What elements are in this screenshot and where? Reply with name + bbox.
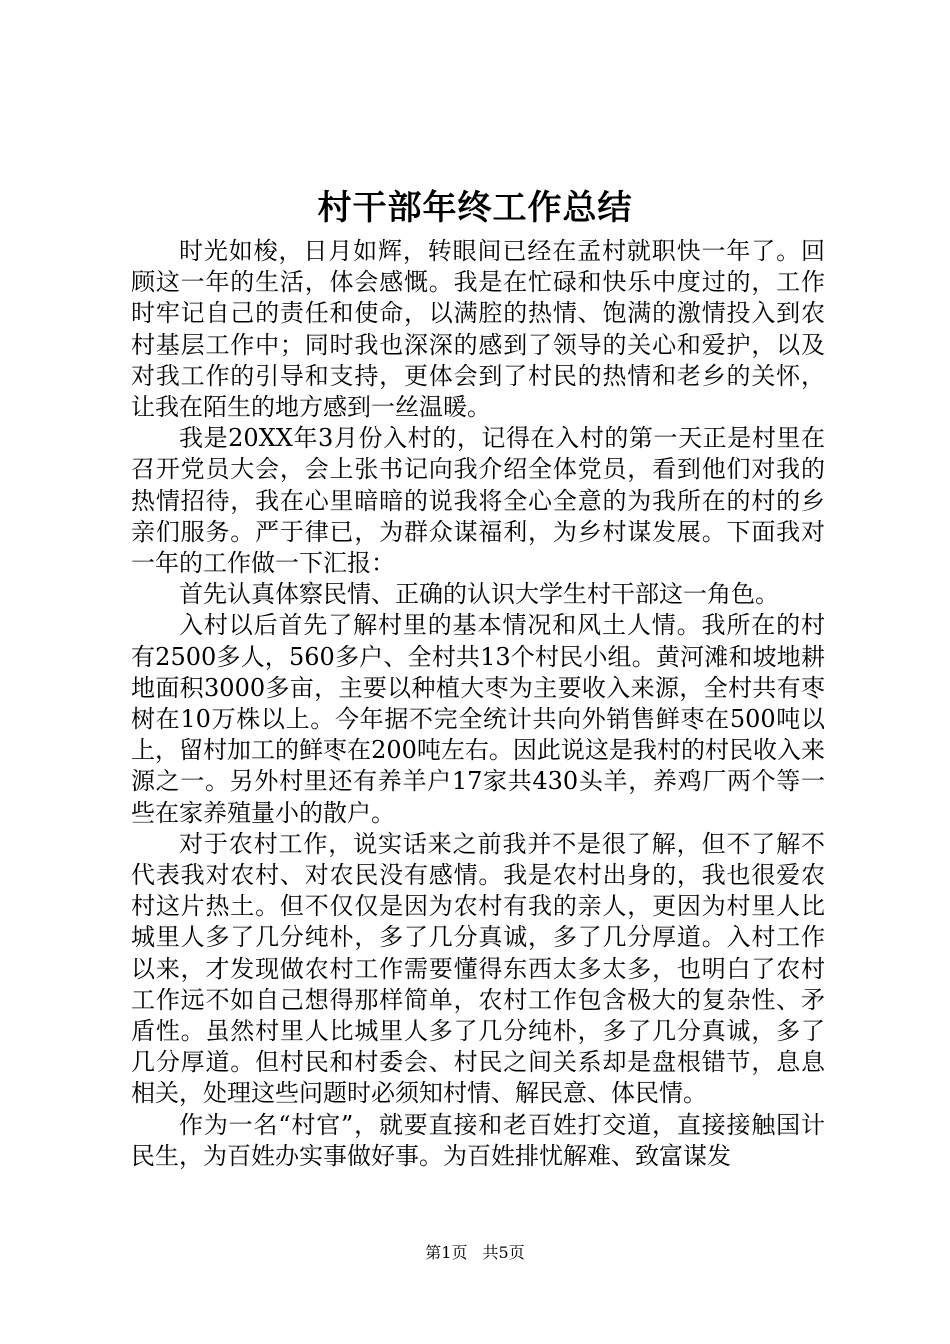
paragraph-4: 入村以后首先了解村里的基本情况和风土人情。我所在的村有2500多人，560多户、全村共13个村民小组。黄河滩和坡地耕地面积3000多亩，主要以种植大枣为主要收入来源，全村共有枣树在10万株以上。今年据不完全统计共向外销售鲜枣在500吨以上，留村加工的鲜枣在200吨左右。因此说这是我村的村民收入来源之一。另外村里还有养羊户17家共430头羊，养鸡厂两个等一些在家养殖量小的散户。	[131, 611, 825, 827]
paragraph-5: 对于农村工作，说实话来之前我并不是很了解，但不了解不代表我对农村、对农民没有感情。我是农村出身的，我也很爱农村这片热土。但不仅仅是因为农村有我的亲人，更因为村里人比城里人多了几分纯朴，多了几分真诚，多了几分厚道。入村工作以来，才发现做农村工作需要懂得东西太多太多，也明白了农村工作远不如自己想得那样简单，农村工作包含极大的复杂性、矛盾性。虽然村里人比城里人多了几分纯朴，多了几分真诚，多了几分厚道。但村民和村委会、村民之间关系却是盘根错节，息息相关，处理这些问题时必须知村情、解民意、体民情。	[131, 829, 825, 1108]
document-body	[131, 236, 825, 1172]
paragraph-2: 我是20XX年3月份入村的，记得在入村的第一天正是村里在召开党员大会，会上张书记向我介绍全体党员，看到他们对我的热情招待，我在心里暗暗的说我将全心全意的为我所在的村的乡亲们服务。严于律已，为群众谋福利，为乡村谋发展。下面我对一年的工作做一下汇报：	[131, 424, 825, 578]
page-total: 共5页	[482, 1243, 525, 1262]
document-title: 村干部年终工作总结	[317, 188, 633, 228]
page-footer	[0, 1243, 950, 1263]
paragraph-3: 首先认真体察民情、正确的认识大学生村干部这一角色。	[179, 580, 779, 609]
paragraph-6: 作为一名“村官”，就要直接和老百姓打交道，直接接触国计民生，为百姓办实事做好事。为百姓排忧解难、致富谋发	[131, 1110, 825, 1170]
page-number: 第1页	[425, 1243, 468, 1262]
paragraph-1: 时光如梭，日月如辉，转眼间已经在孟村就职快一年了。回顾这一年的生活，体会感慨。我是在忙碌和快乐中度过的，工作时牢记自己的责任和使命，以满腔的热情、饱满的激情投入到农村基层工作中；同时我也深深的感到了领导的关心和爱护，以及对我工作的引导和支持，更体会到了村民的热情和老乡的关怀，让我在陌生的地方感到一丝温暖。	[131, 237, 825, 422]
